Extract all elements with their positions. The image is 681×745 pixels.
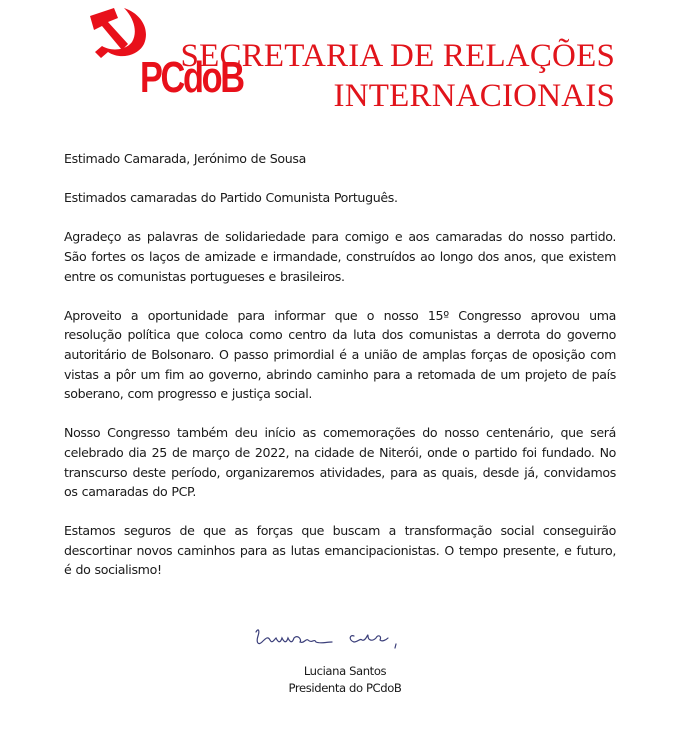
paragraph-3: Nosso Congresso também deu início as comemorações do nosso centenário, que será celebrado dia 25 de março de 2022, na cidade de Niterói, onde o partido foi fundado. No transcurso deste período, organizaremos atividades, para as quais, desde já, convidamos os camaradas do PCP.: [64, 425, 616, 500]
signer-name: Luciana Santos: [303, 664, 387, 678]
salutation-2: Estimados camaradas do Partido Comunista Português.: [64, 190, 398, 206]
hammer-and-sickle-icon: [68, 4, 168, 60]
signature-block: [230, 663, 460, 697]
paragraph-1: Agradeço as palavras de solidariedade para comigo e aos camaradas do nosso partido. São fortes os laços de amizade e irmandade, construídos ao longo dos anos, que existem entre os comunistas portugueses e brasileiros.: [64, 229, 616, 284]
signature-icon: [250, 622, 410, 654]
page-title: [181, 36, 615, 116]
pcdob-logo: [68, 4, 243, 104]
logo-text: PCdoB: [140, 53, 243, 102]
title-line-1: SECRETARIA DE RELAÇÕES: [180, 38, 615, 74]
signer-role: Presidenta do PCdoB: [288, 681, 402, 695]
letter-body: [64, 149, 616, 600]
salutation-1: Estimado Camarada, Jerónimo de Sousa: [64, 151, 306, 166]
handwritten-signature: [250, 622, 410, 659]
title-line-2: INTERNACIONAIS: [333, 78, 615, 114]
paragraph-2: Aproveito a oportunidade para informar que o nosso 15º Congresso aprovou uma resolução política que coloca como centro da luta dos comunistas a derrota do governo autoritário de Bolsonaro. O passo primordial é a união de amplas forças de oposição com vistas a pôr um fim ao governo, abrindo caminho para a retomada de um projeto de país soberano, com progresso e justiça social.: [64, 307, 616, 402]
paragraph-4: Estamos seguros de que as forças que buscam a transformação social conseguirão descortinar novos caminhos para as lutas emancipacionistas. O tempo presente, e futuro, é do socialismo!: [64, 523, 616, 578]
